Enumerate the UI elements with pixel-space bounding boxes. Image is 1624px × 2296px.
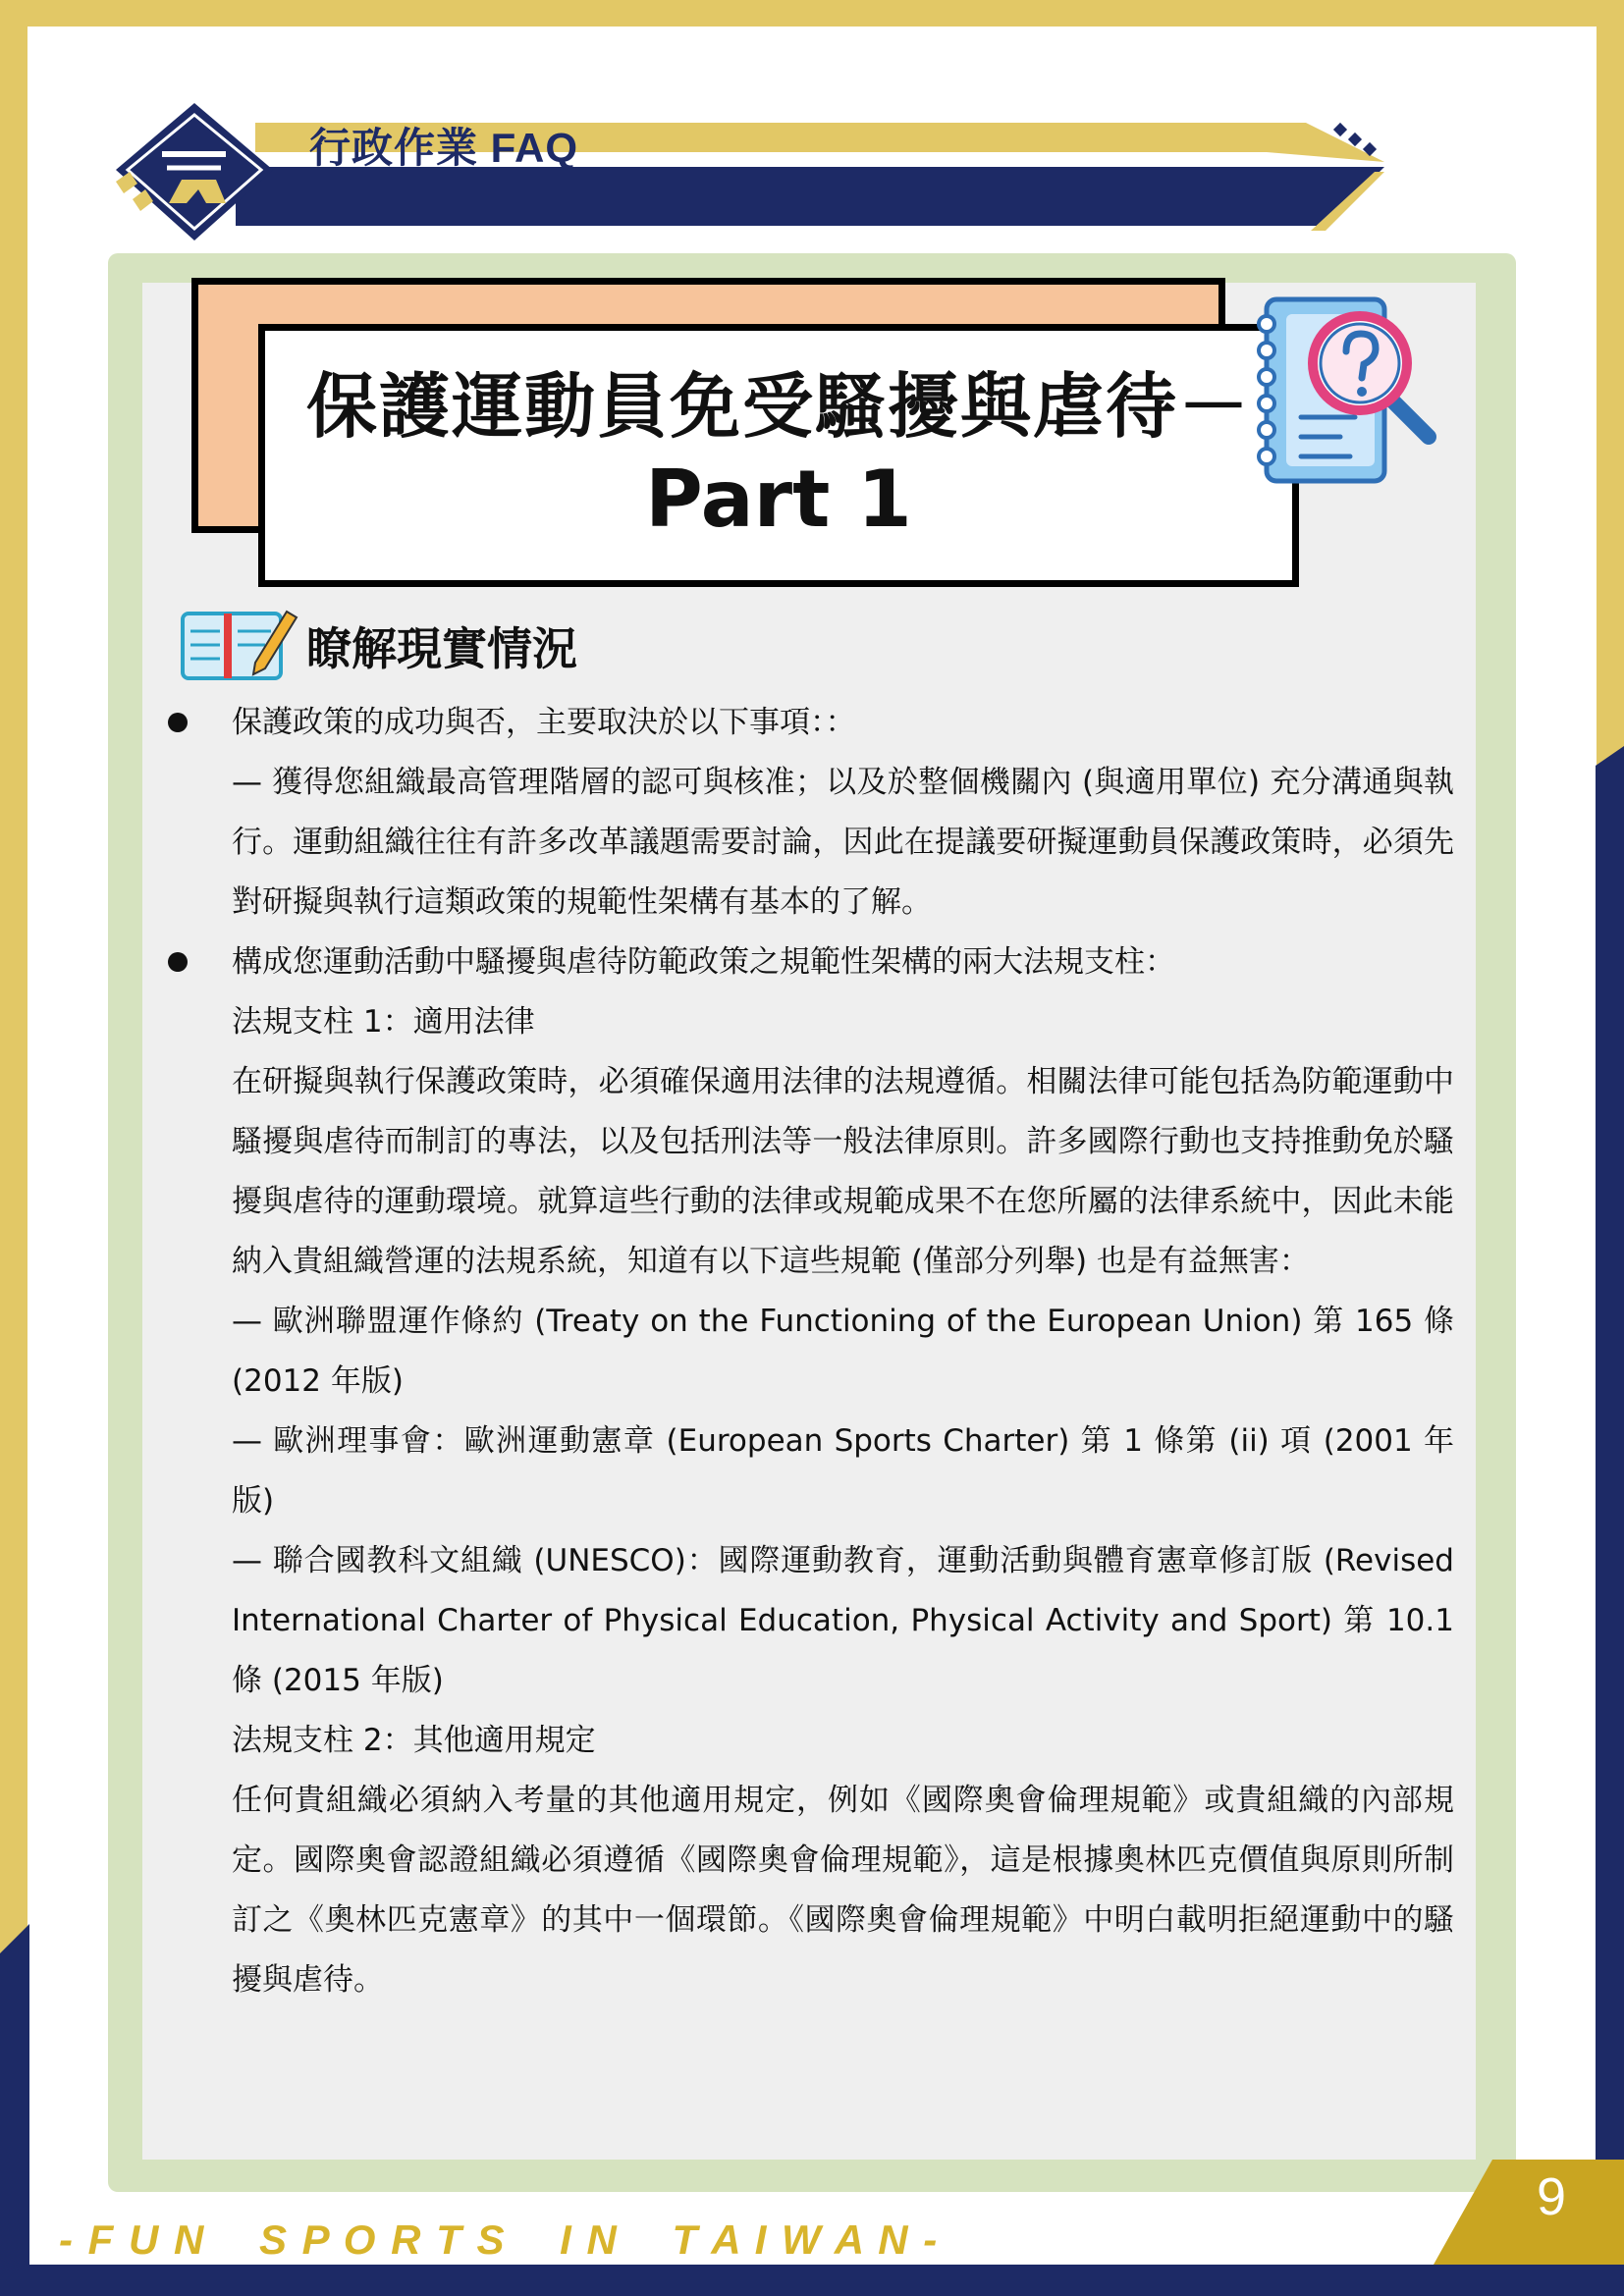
footer-slogan: - F U N S P O R T S I N T A I W A N - bbox=[59, 2216, 940, 2263]
header-title: 行政作業 FAQ bbox=[309, 125, 579, 171]
page-title-line1: 保護運動員免受騷擾與虐待－ bbox=[305, 365, 1251, 448]
bullet1-intro: 保護政策的成功與否，主要取決於以下事項：： bbox=[232, 705, 856, 740]
reference-3: — 聯合國教科文組織 (UNESCO)：國際運動教育，運動活動與體育憲章修訂版 (Revised International Charter of Physical Education, Physical Activity and Sport) 第 10.1 條 (2015 年版) bbox=[232, 1543, 1454, 1698]
pillar1-text: 在研擬與執行保護政策時，必須確保適用法律的法規遵循。相關法律可能包括為防範運動中騷擾與虐待而制訂的專法，以及包括刑法等一般法律原則。許多國際行動也支持推動免於騷擾與虐待的運動環境。就算這些行動的法律或規範成果不在您所屬的法律系統中，因此未能納入貴組織營運的法規系統，知道有以下這些規範 (僅部分列舉) 也是有益無害： bbox=[232, 1064, 1454, 1279]
section-heading: 瞭解現實情況 bbox=[306, 622, 577, 675]
question-magnifier-icon bbox=[1242, 290, 1448, 496]
title-box bbox=[258, 324, 1299, 587]
bullet2-intro: 構成您運動活動中騷擾與虐待防範政策之規範性架構的兩大法規支柱： bbox=[232, 944, 1175, 980]
bullet1-detail: — 獲得您組織最高管理階層的認可與核准；以及於整個機關內 (與適用單位) 充分溝通與執行。運動組織往往有許多改革議題需要討論，因此在提議要研擬運動員保護政策時，必須先對研擬與執行這類政策的規範性架構有基本的了解。 bbox=[232, 765, 1454, 920]
bullet-icon bbox=[168, 952, 188, 972]
page-title-line2: Part 1 bbox=[645, 454, 912, 545]
notebook-pencil-icon bbox=[177, 604, 299, 682]
navy-side-accent-left bbox=[0, 1924, 29, 2268]
pillar2-text: 任何貴組織必須納入考量的其他適用規定，例如《國際奧會倫理規範》或貴組織的內部規定。國際奧會認證組織必須遵循《國際奧會倫理規範》，這是根據奧林匹克價值與原則所制訂之《奧林匹克憲章》的其中一個環節。《國際奧會倫理規範》中明白載明拒絕運動中的騷擾與虐待。 bbox=[232, 1783, 1454, 1998]
bullet-item-2 bbox=[232, 933, 1454, 992]
footer-bar bbox=[0, 2265, 1624, 2296]
bullet-item-1 bbox=[232, 693, 1454, 753]
page-number: 9 bbox=[1537, 2167, 1567, 2226]
header-banner bbox=[108, 93, 1384, 250]
body-content bbox=[232, 693, 1454, 2010]
reference-1: — 歐洲聯盟運作條約 (Treaty on the Functioning of the European Union) 第 165 條 (2012 年版) bbox=[232, 1304, 1454, 1399]
navy-side-accent-right bbox=[1596, 746, 1624, 2258]
page-number-tab bbox=[1434, 2160, 1624, 2265]
bullet-icon bbox=[168, 713, 188, 732]
pillar1-title: 法規支柱 1：適用法律 bbox=[232, 1004, 535, 1040]
reference-2: — 歐洲理事會：歐洲運動憲章 (European Sports Charter) 第 1 條第 (ii) 項 (2001 年版) bbox=[232, 1423, 1454, 1519]
pillar2-title: 法規支柱 2：其他適用規定 bbox=[232, 1723, 596, 1758]
